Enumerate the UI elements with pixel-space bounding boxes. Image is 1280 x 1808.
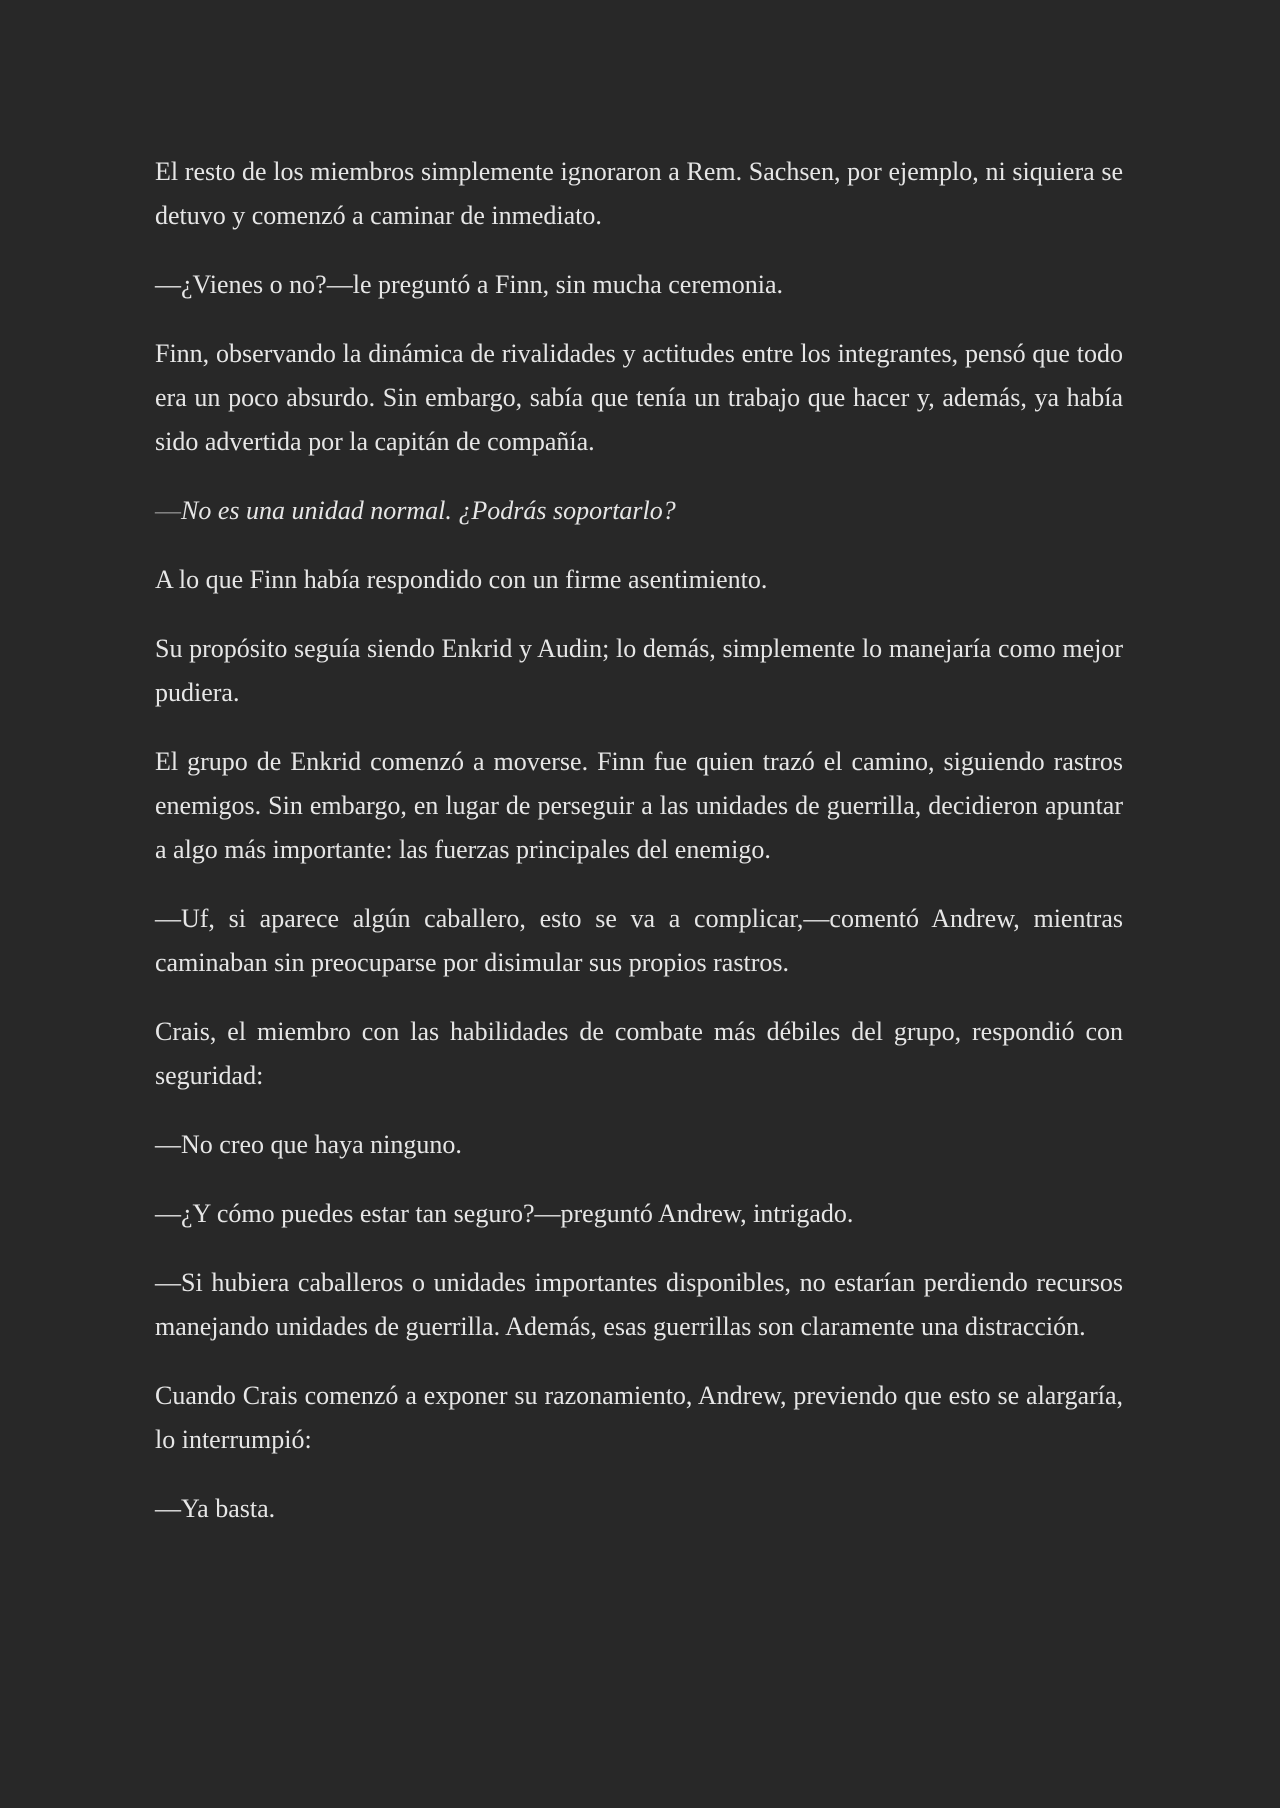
dialogue-line: —¿Vienes o no?—le preguntó a Finn, sin mucha ceremonia. [155, 270, 784, 299]
paragraph: El grupo de Enkrid comenzó a moverse. Finn fue quien trazó el camino, siguiendo rastros enemigos. Sin embargo, en lugar de perseguir a las unidades de guerrilla, decidieron apuntar a algo más importante: las fuerzas principales del enemigo. [155, 747, 1123, 864]
paragraph: El resto de los miembros simplemente ignoraron a Rem. Sachsen, por ejemplo, ni siquiera se detuvo y comenzó a caminar de inmediato. [155, 157, 1123, 230]
paragraph: Cuando Crais comenzó a exponer su razonamiento, Andrew, previendo que esto se alargaría, lo interrumpió: [155, 1381, 1123, 1454]
quote-text: No es una unidad normal. ¿Podrás soportarlo? [181, 496, 676, 525]
dialogue-line: —Si hubiera caballeros o unidades importantes disponibles, no estarían perdiendo recursos manejando unidades de guerrilla. Además, esas guerrillas son claramente una distracción. [155, 1268, 1123, 1341]
dialogue-line: —Ya basta. [155, 1494, 276, 1523]
italic-quote [155, 489, 1123, 533]
reader-page [155, 150, 1123, 1556]
dialogue-line: —No creo que haya ninguno. [155, 1130, 462, 1159]
quote-dash: — [155, 496, 181, 525]
paragraph: Crais, el miembro con las habilidades de combate más débiles del grupo, respondió con seguridad: [155, 1017, 1123, 1090]
dialogue-line: —Uf, si aparece algún caballero, esto se va a complicar,—comentó Andrew, mientras caminaban sin preocuparse por disimular sus propios rastros. [155, 904, 1123, 977]
paragraph: Su propósito seguía siendo Enkrid y Audin; lo demás, simplemente lo manejaría como mejor pudiera. [155, 634, 1123, 707]
paragraph: A lo que Finn había respondido con un firme asentimiento. [155, 565, 768, 594]
dialogue-line: —¿Y cómo puedes estar tan seguro?—preguntó Andrew, intrigado. [155, 1199, 854, 1228]
paragraph: Finn, observando la dinámica de rivalidades y actitudes entre los integrantes, pensó que todo era un poco absurdo. Sin embargo, sabía que tenía un trabajo que hacer y, además, ya había sido advertida por la capitán de compañía. [155, 339, 1123, 456]
